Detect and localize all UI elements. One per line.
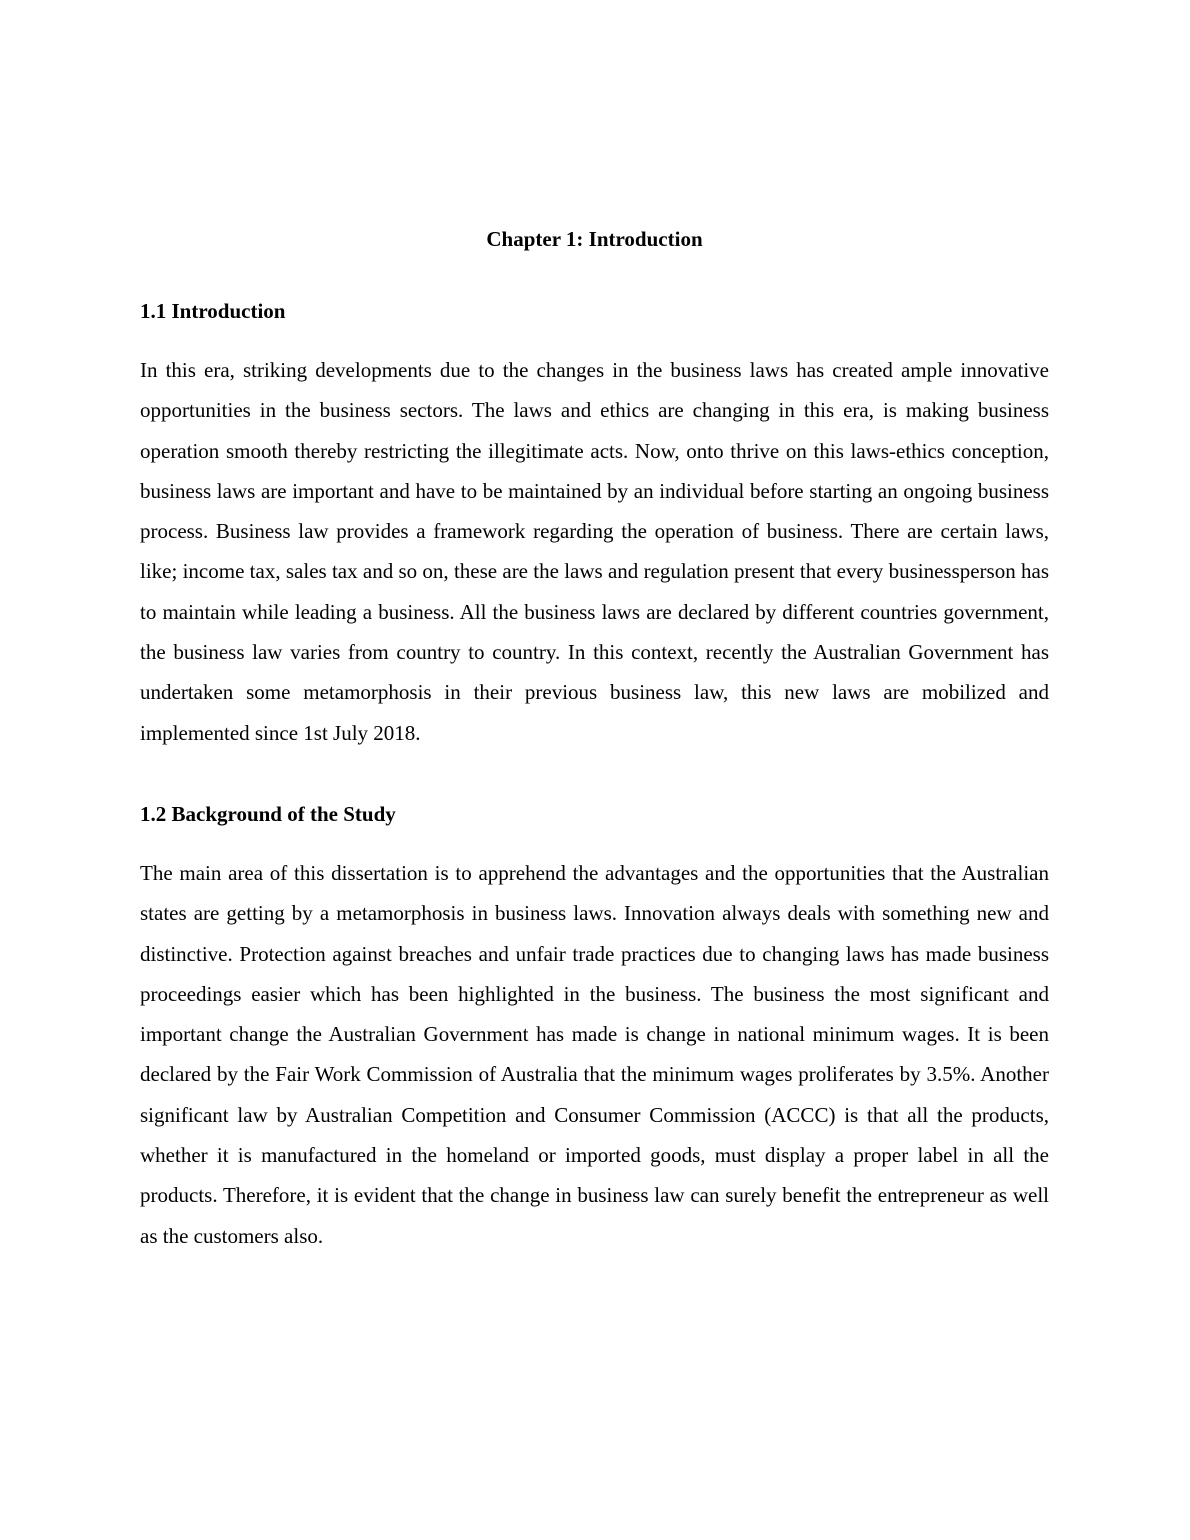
chapter-title: Chapter 1: Introduction — [486, 227, 703, 251]
page-content — [140, 224, 1049, 1256]
paragraph-introduction: In this era, striking developments due to the changes in the business laws has created ample innovative opportunities in the business sectors. The laws and ethics are changing in this era, is making business operation smooth thereby restricting the illegitimate acts. Now, onto thrive on this laws-ethics conception, business laws are important and have to be maintained by an individual before starting an ongoing business process. Business law provides a framework regarding the operation of business. There are certain laws, like; income tax, sales tax and so on, these are the laws and regulation present that every businessperson has to maintain while leading a business. All the business laws are declared by different countries government, the business law varies from country to country. In this context, recently the Australian Government has undertaken some metamorphosis in their previous business law, this new laws are mobilized and implemented since 1st July 2018. — [140, 358, 1049, 745]
section-heading-background: 1.2 Background of the Study — [140, 801, 396, 826]
section-heading-introduction: 1.1 Introduction — [140, 299, 286, 323]
paragraph-background: The main area of this dissertation is to apprehend the advantages and the opportunities that the Australian states are getting by a metamorphosis in business laws. Innovation always deals with something new and distinctive. Protection against breaches and unfair trade practices due to changing laws has made business proceedings easier which has been highlighted in the business. The business the most significant and important change the Australian Government has made is change in national minimum wages. It is been declared by the Fair Work Commission of Australia that the minimum wages proliferates by 3.5%. Another significant law by Australian Competition and Consumer Commission (ACCC) is that all the products, whether it is manufactured in the homeland or imported goods, must display a proper label in all the products. Therefore, it is evident that the change in business law can surely benefit the entrepreneur as well as the customers also. — [140, 860, 1049, 1248]
